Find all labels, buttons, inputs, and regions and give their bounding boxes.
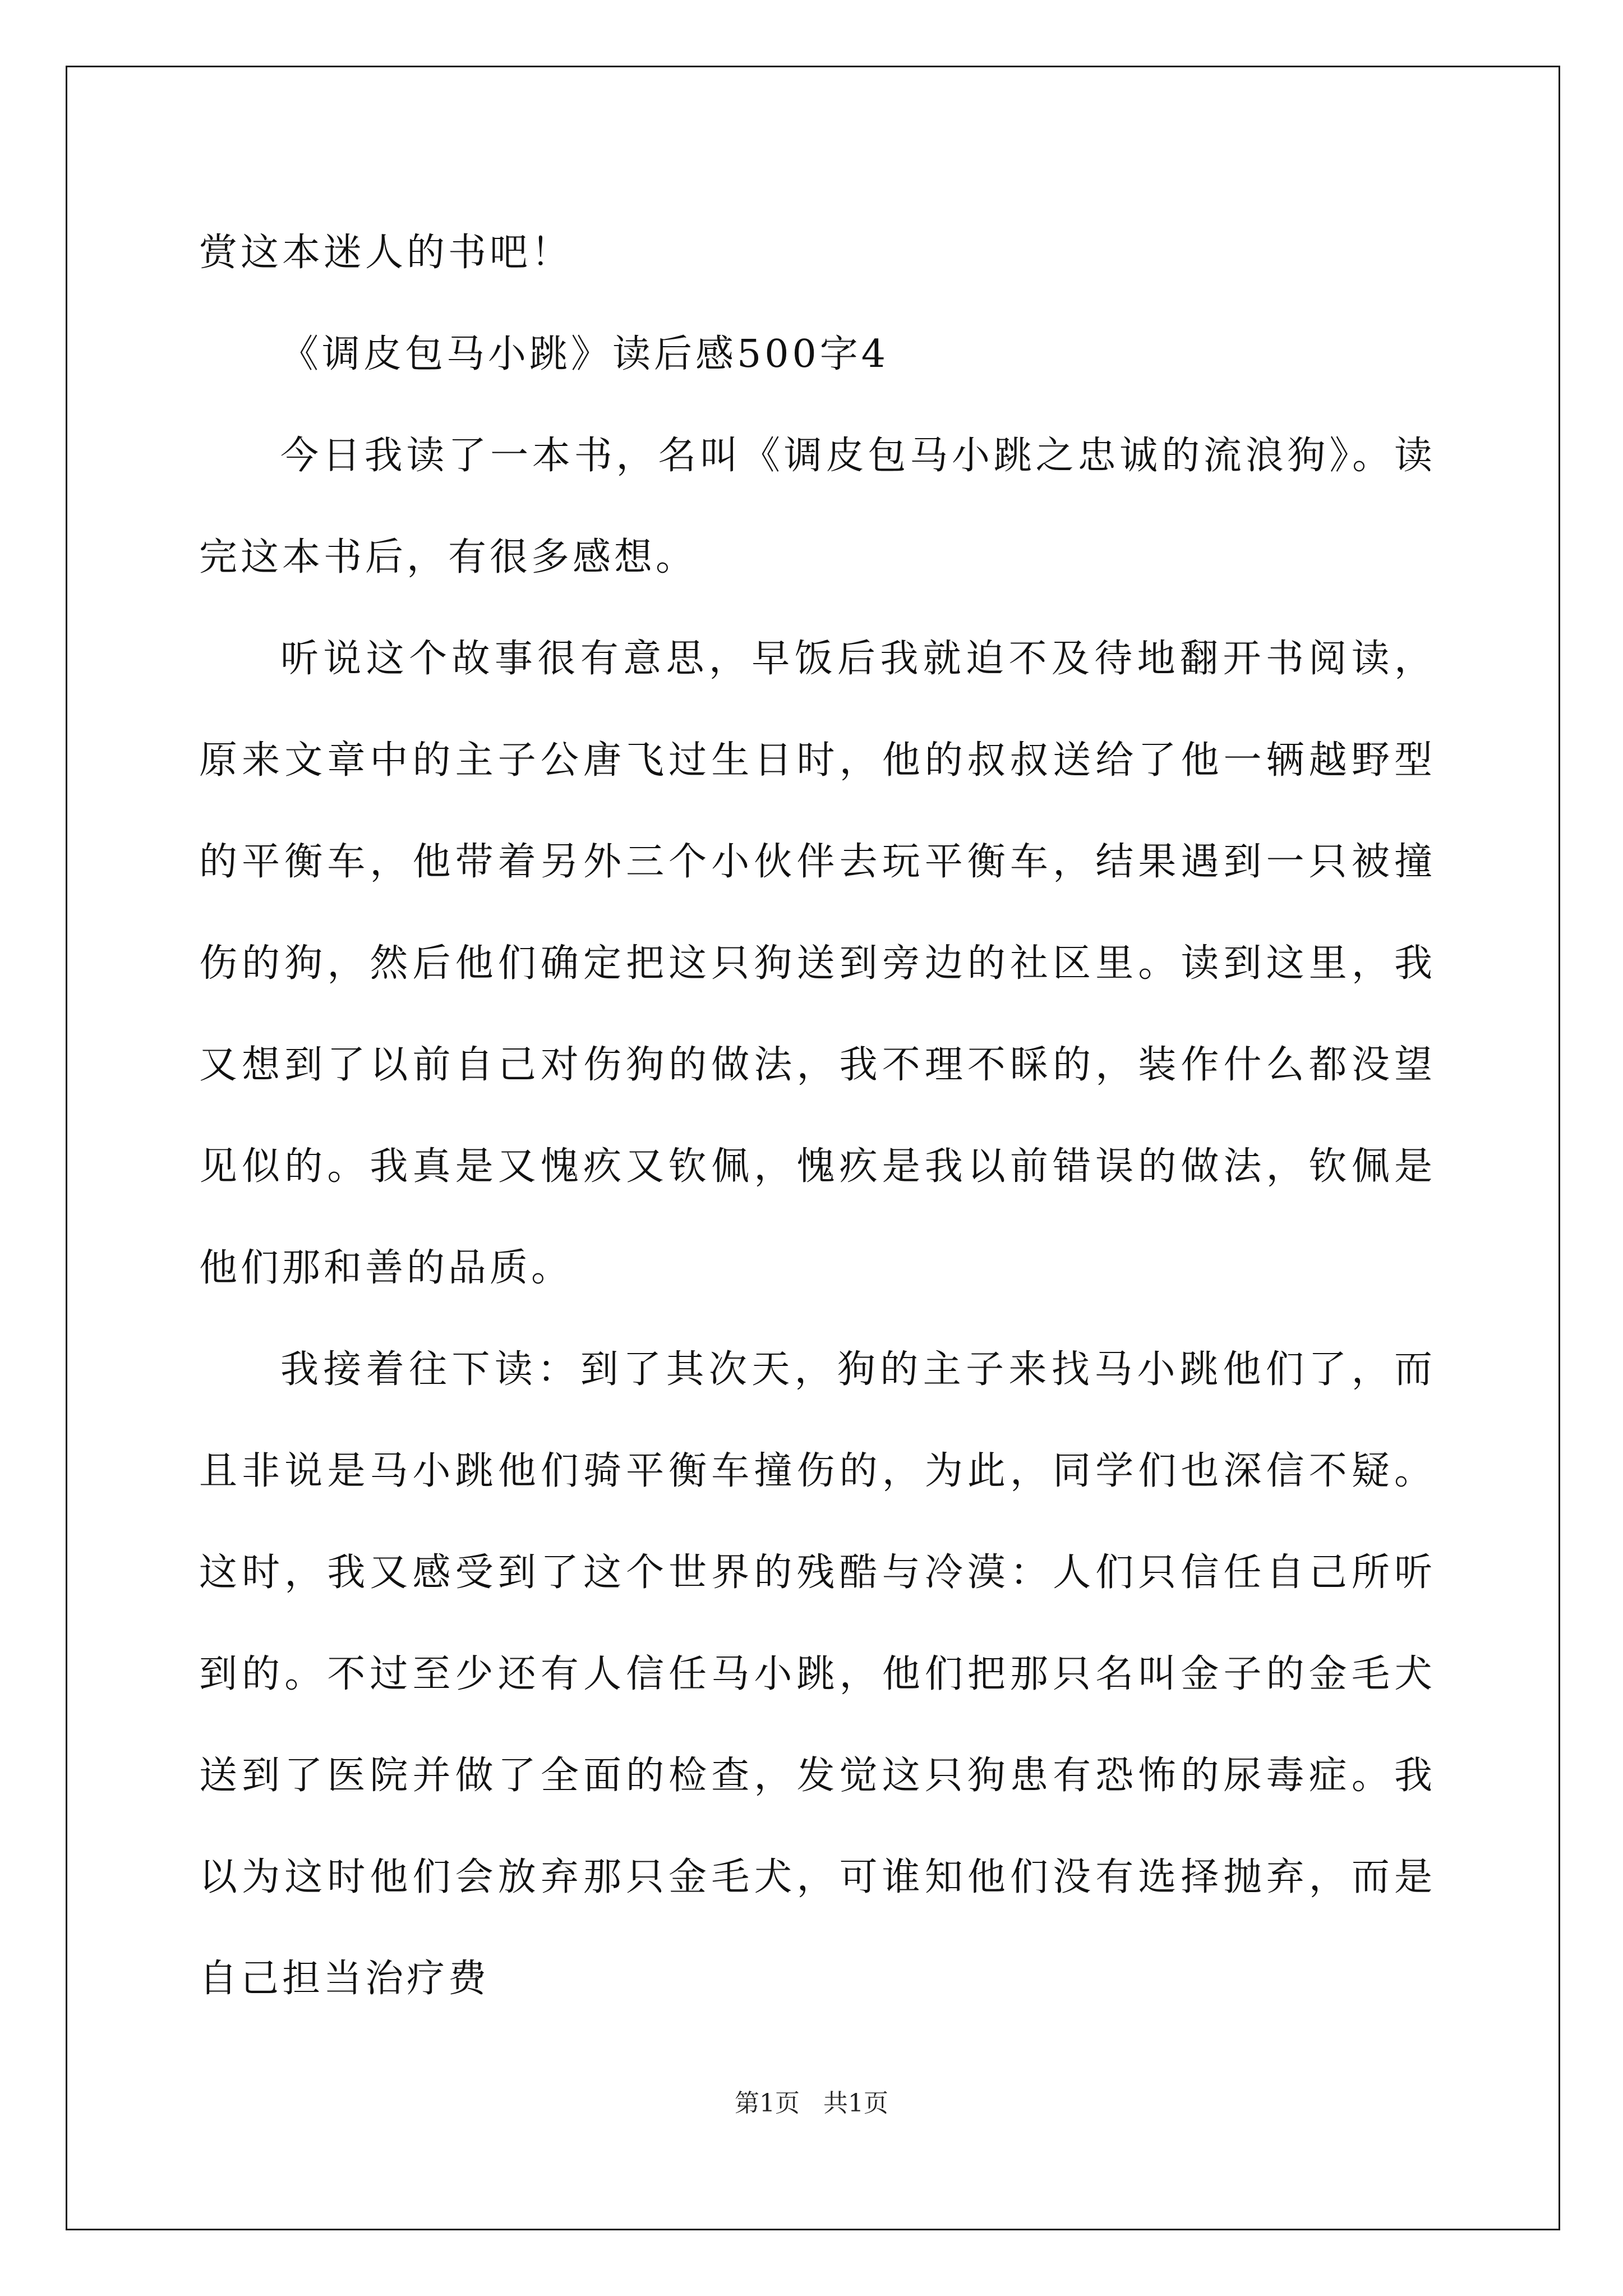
paragraph-3: 今日我读了一本书，名叫《调皮包马小跳之忠诚的流浪狗》。读完这本书后，有很多感想。 [199, 434, 1436, 579]
document-body [199, 202, 1436, 2030]
page-number: 第1页 [735, 2089, 800, 2118]
page-footer [0, 2087, 1623, 2120]
paragraph-5: 我接着往下读：到了其次天，狗的主子来找马小跳他们了，而且非说是马小跳他们骑平衡车撞伤的，为此，同学们也深信不疑。这时，我又感受到了这个世界的残酷与冷漠：人们只信任自己所听到的。不过至少还有人信任马小跳，他们把那只名叫金子的金毛犬送到了医院并做了全面的检查，发觉这只狗患有恐怖的尿毒症。我以为这时他们会放弃那只金毛犬，可谁知他们没有选择抛弃，而是自己担当治疗费 [199, 1347, 1436, 2001]
paragraph-1: 赏这本迷人的书吧！ [199, 231, 573, 275]
paragraph-4: 听说这个故事很有意思，早饭后我就迫不及待地翻开书阅读，原来文章中的主子公唐飞过生日时，他的叔叔送给了他一辆越野型的平衡车，他带着另外三个小伙伴去玩平衡车，结果遇到一只被撞伤的狗，然后他们确定把这只狗送到旁边的社区里。读到这里，我又想到了以前自己对伤狗的做法，我不理不睬的，装作什么都没望见似的。我真是又愧疚又钦佩，愧疚是我以前错误的做法，钦佩是他们那和善的品质。 [199, 637, 1436, 1290]
paragraph-heading: 《调皮包马小跳》读后感500字4 [280, 332, 889, 376]
page-total: 共1页 [823, 2089, 888, 2118]
